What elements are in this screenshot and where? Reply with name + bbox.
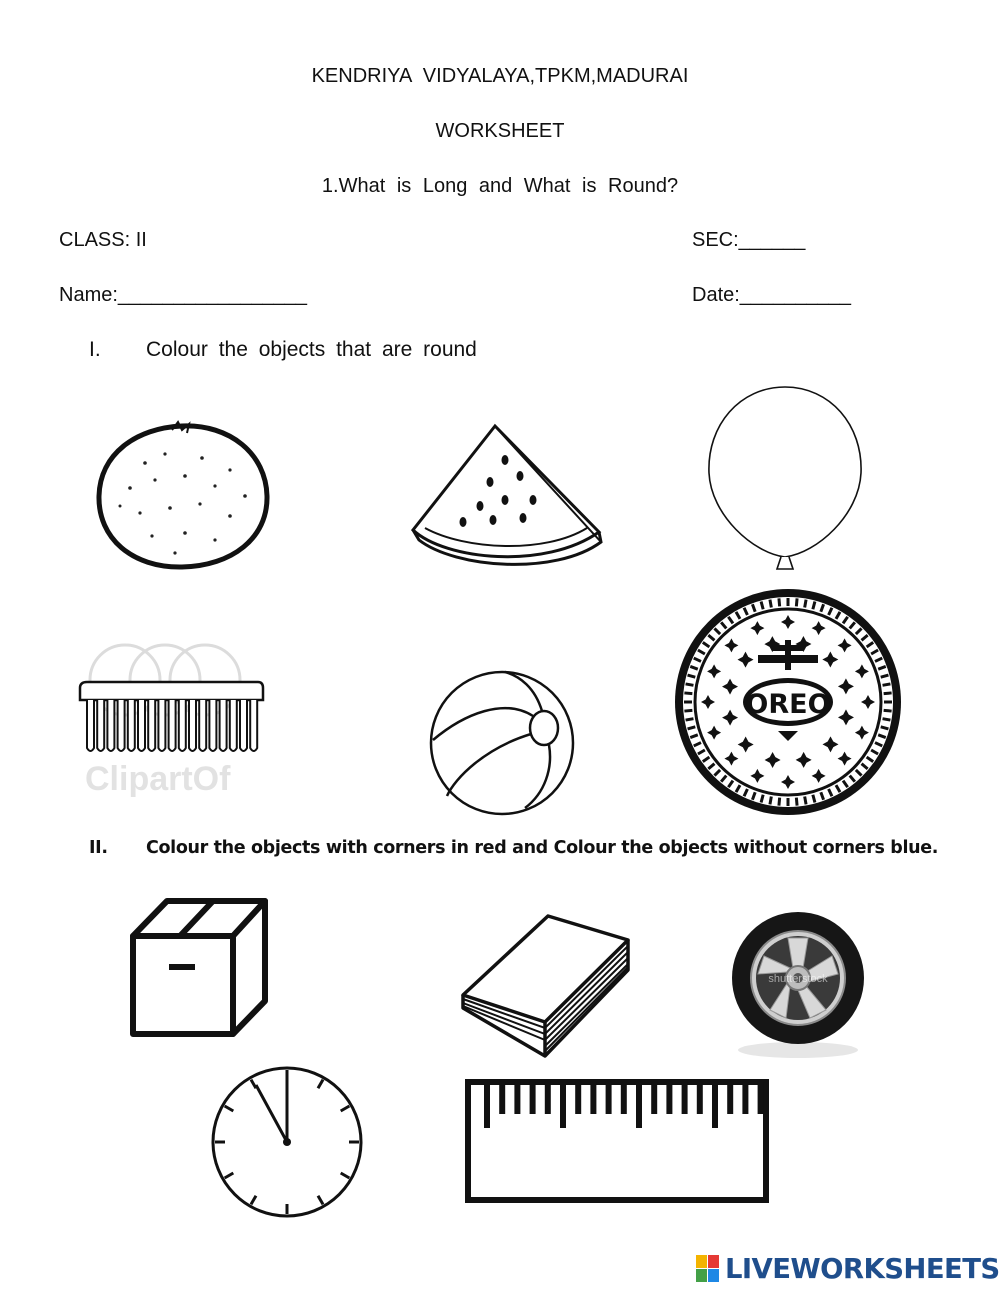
wheel-watermark: shutterstock xyxy=(768,973,828,985)
brand-cube-icon xyxy=(696,1255,720,1283)
school-name: KENDRIYA VIDYALAYA,TPKM,MADURAI xyxy=(311,65,689,87)
worksheet-label: WORKSHEET xyxy=(435,120,565,142)
class-field: CLASS: II xyxy=(59,229,147,251)
section-2-number: II. xyxy=(89,838,108,858)
cookie-image xyxy=(675,585,905,825)
worksheet-topic: 1.What is Long and What is Round? xyxy=(321,175,679,197)
comb-image xyxy=(75,640,270,810)
section-2-heading xyxy=(89,838,938,858)
book-image xyxy=(458,910,633,1060)
name-field: Name:_________________ xyxy=(59,284,307,306)
section-1-instruction: Colour the objects that are round xyxy=(146,338,477,361)
brand-name: LIVEWORKSHEETS xyxy=(725,1253,1000,1285)
section-2-instruction: Colour the objects with corners in red and Colour the objects without corners blue. xyxy=(146,838,939,858)
comb-teeth xyxy=(87,700,257,751)
date-field: Date:__________ xyxy=(692,284,852,306)
ruler-image xyxy=(462,1076,772,1206)
watermelon-slice-image xyxy=(405,420,605,570)
orange-image xyxy=(90,418,275,573)
comb-watermark: ClipartOf xyxy=(85,760,231,798)
section-field: SEC:______ xyxy=(692,229,806,251)
beach-ball-image xyxy=(425,668,580,818)
clock-image xyxy=(210,1063,365,1223)
cookie-logo-text: OREO xyxy=(745,689,831,720)
balloon-image xyxy=(705,385,865,575)
box-image xyxy=(125,893,270,1038)
wheel-image xyxy=(728,910,868,1060)
section-1-heading xyxy=(89,338,477,362)
liveworksheets-logo xyxy=(696,1253,1000,1285)
section-1-number: I. xyxy=(89,338,101,361)
